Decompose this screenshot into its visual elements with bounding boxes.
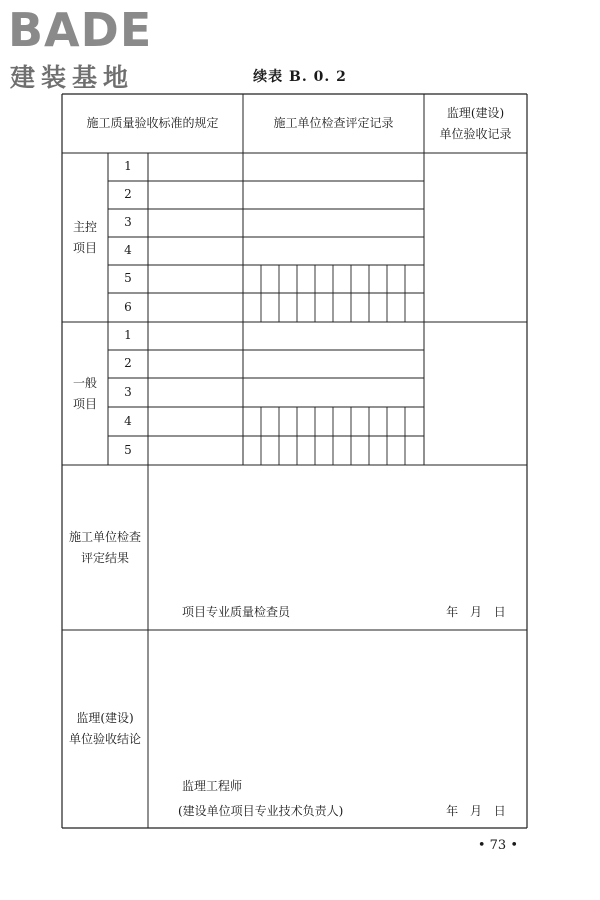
inspection-result-date: 年 月 日: [446, 605, 506, 619]
header-supervision: [424, 94, 527, 153]
main-control-row-number: 4: [124, 243, 132, 257]
main-control-row-number: 6: [124, 300, 132, 314]
general-label-line1: 一般: [72, 375, 97, 390]
header-supervision-line1: 监理(建设): [446, 105, 505, 120]
main-control-label-line2: 项目: [72, 240, 97, 255]
general-label-line2: 项目: [72, 396, 97, 411]
main-control-label: [62, 153, 108, 322]
inspection-result-label-line2: 评定结果: [80, 550, 129, 565]
main-control-row-number: 5: [124, 271, 132, 285]
main-control-row-number: 3: [124, 215, 132, 229]
main-control-row-number: 2: [124, 187, 132, 201]
header-standard: 施工质量验收标准的规定: [86, 116, 219, 130]
general-row-number: 1: [124, 328, 132, 342]
main-control-row-number: 1: [124, 159, 132, 173]
acceptance-conclusion-label-line2: 单位验收结论: [68, 732, 141, 746]
acceptance-conclusion-label: [62, 630, 148, 828]
acceptance-conclusion-label-line1: 监理(建设): [76, 711, 134, 725]
general-row-number: 3: [124, 385, 132, 399]
general-row-number: 4: [124, 414, 132, 428]
table-title: 续表 B. 0. 2: [253, 69, 347, 85]
general-row-number: 2: [124, 356, 132, 370]
header-record: 施工单位检查评定记录: [273, 116, 394, 130]
acceptance-date: 年 月 日: [446, 804, 506, 818]
acceptance-signer-title: 监理工程师: [182, 779, 243, 793]
inspection-result-label: [62, 465, 148, 630]
general-label: [62, 322, 108, 465]
inspection-result-label-line1: 施工单位检查: [68, 529, 141, 544]
acceptance-signer-subtitle: (建设单位项目专业技术负责人): [178, 804, 344, 818]
logo-brand: BADE: [8, 3, 153, 57]
inspection-result-signer: 项目专业质量检查员: [182, 605, 291, 619]
general-row-number: 5: [124, 443, 132, 457]
main-control-label-line1: 主控: [72, 219, 97, 234]
page-number: • 73 •: [477, 838, 518, 853]
header-supervision-line2: 单位验收记录: [439, 126, 512, 141]
logo-subtitle: 建装基地: [10, 63, 135, 92]
